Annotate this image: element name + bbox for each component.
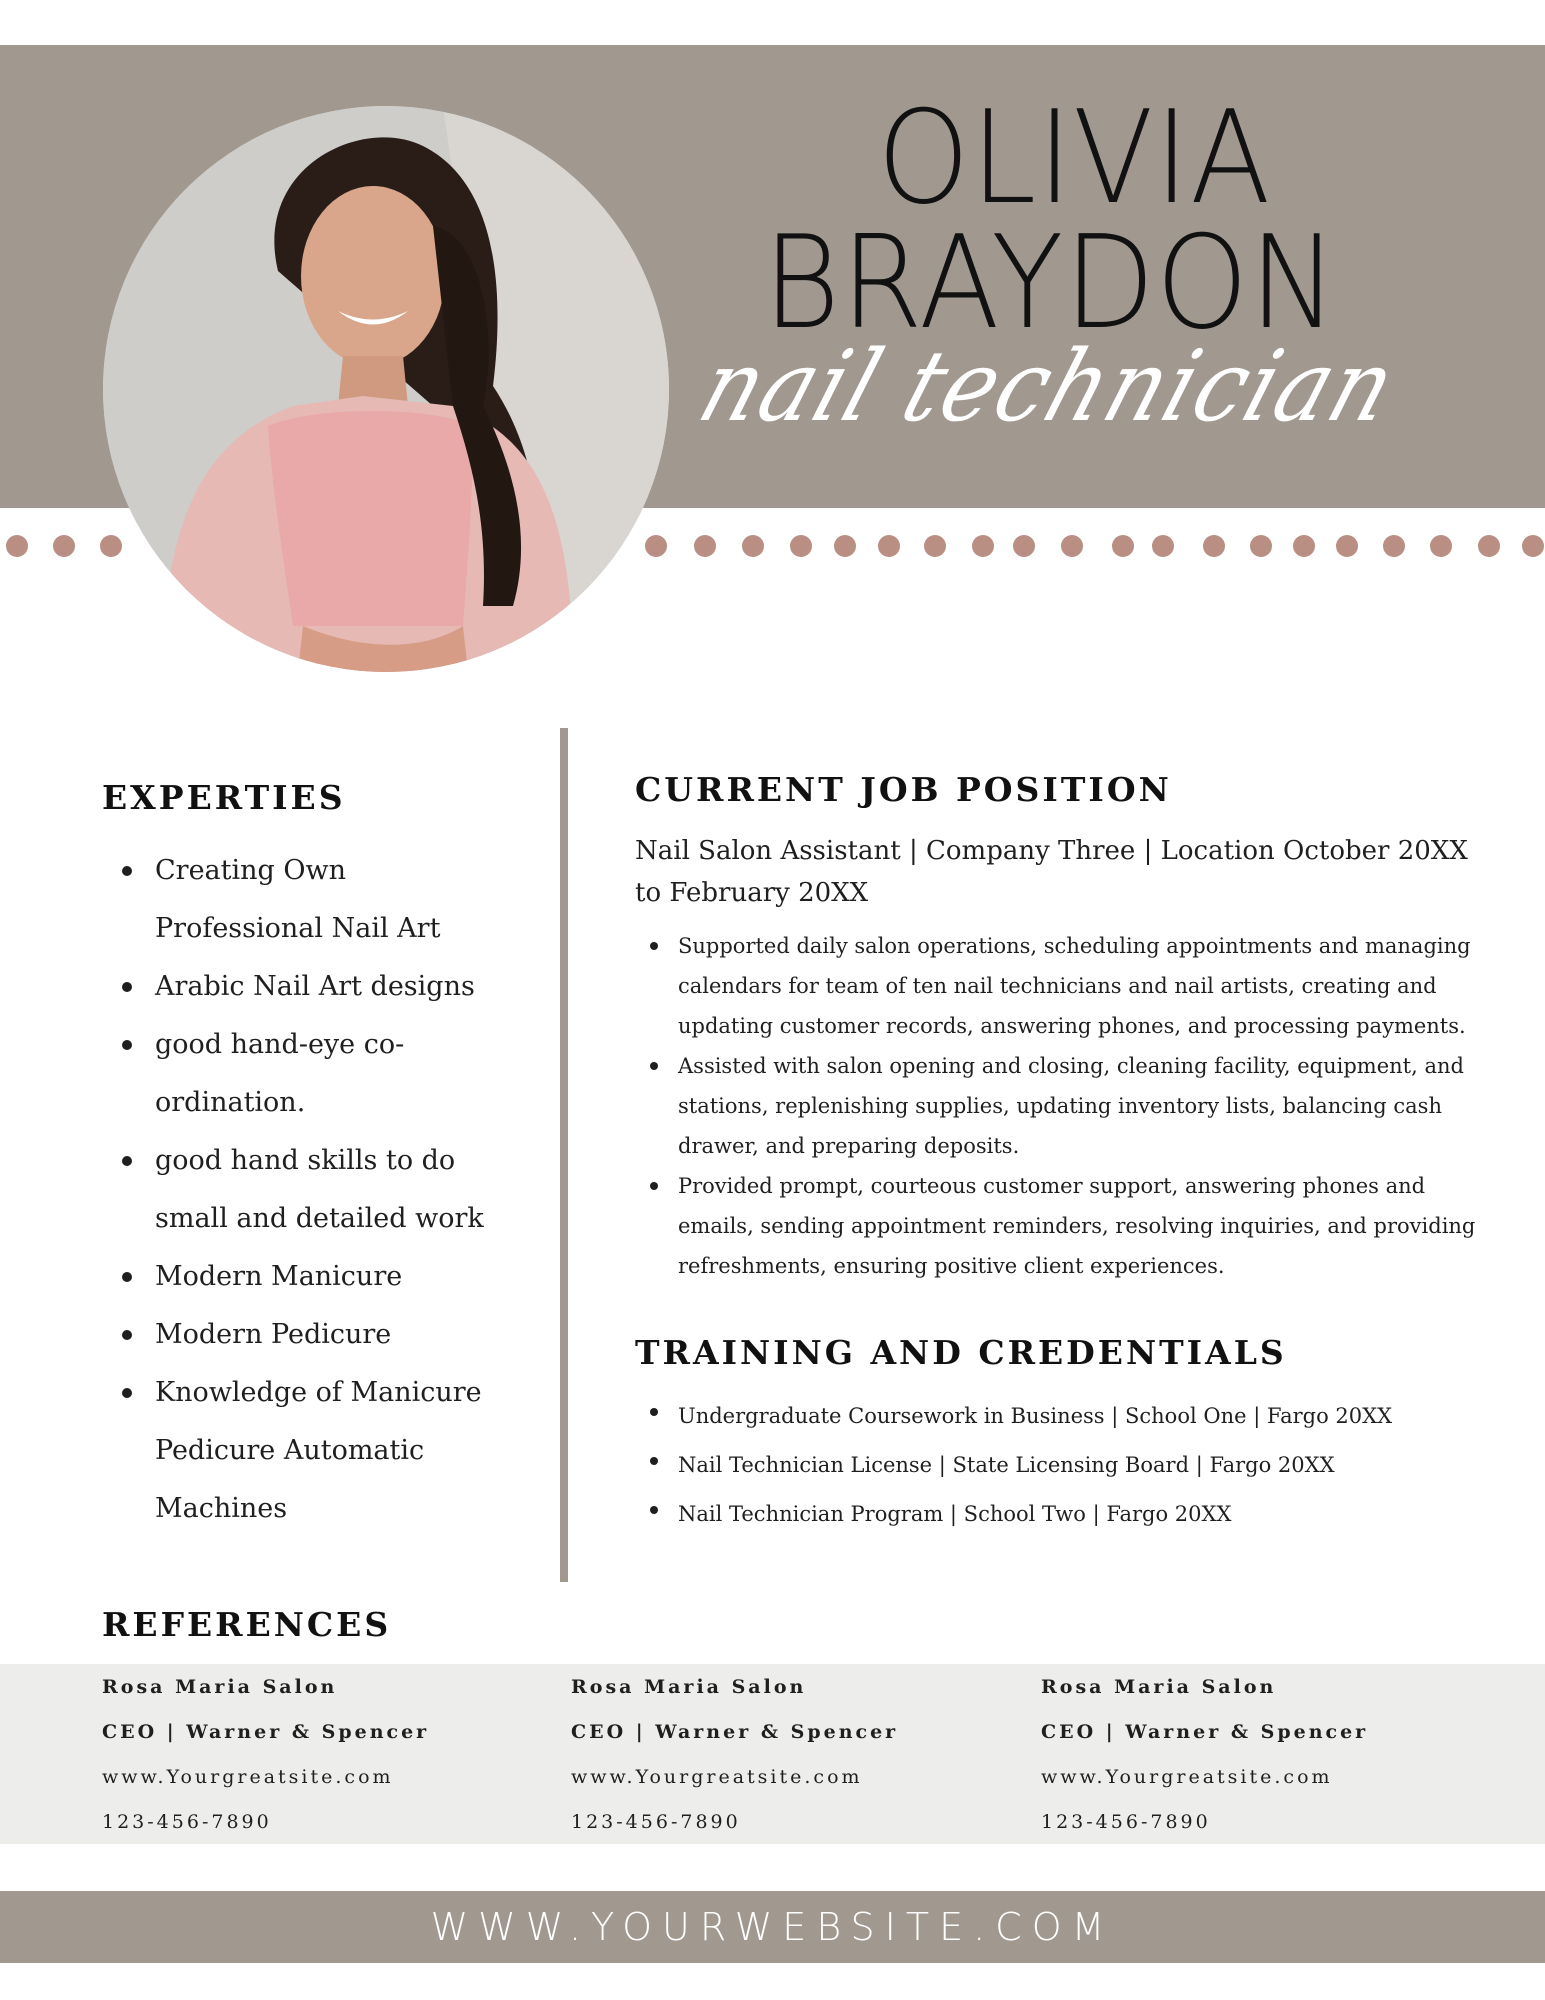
list-item: Knowledge of Manicure Pedicure Automatic Machines	[120, 1364, 520, 1538]
dot	[100, 535, 122, 557]
dot	[834, 535, 856, 557]
training-list	[650, 1392, 1480, 1539]
experties-heading: EXPERTIES	[102, 778, 346, 817]
profile-photo	[103, 106, 669, 672]
reference-website[interactable]: www.Yourgreatsite.com	[571, 1766, 863, 1788]
position-line: Nail Salon Assistant | Company Three | Location October 20XX to February 20XX	[635, 836, 1468, 908]
dot	[790, 535, 812, 557]
reference-role: CEO | Warner & Spencer	[1041, 1721, 1369, 1743]
dot	[1061, 535, 1083, 557]
dot	[924, 535, 946, 557]
list-item: Supported daily salon operations, scheduling appointments and managing calendars for team of ten nail technicians and nail artists, creating and updating customer records, answering phones, and processing payments.	[650, 926, 1480, 1046]
dot	[1336, 535, 1358, 557]
list-item: good hand skills to do small and detailed work	[120, 1132, 520, 1248]
dot	[742, 535, 764, 557]
reference-website[interactable]: www.Yourgreatsite.com	[102, 1766, 394, 1788]
dot	[53, 535, 75, 557]
dot	[972, 535, 994, 557]
dot	[1293, 535, 1315, 557]
list-item: good hand-eye co-ordination.	[120, 1016, 520, 1132]
dot	[1478, 535, 1500, 557]
footer-band	[0, 1891, 1545, 1963]
reference-phone: 123-456-7890	[1041, 1811, 1211, 1833]
reference-role: CEO | Warner & Spencer	[571, 1721, 899, 1743]
dot	[1383, 535, 1405, 557]
footer-website[interactable]: WWW.YOURWEBSITE.COM	[430, 1905, 1115, 1949]
list-item: Nail Technician License | State Licensing Board | Fargo 20XX	[650, 1441, 1480, 1490]
dot	[694, 535, 716, 557]
dot	[1522, 535, 1544, 557]
experties-list	[120, 842, 520, 1538]
dot	[1112, 535, 1134, 557]
dot	[1250, 535, 1272, 557]
reference-phone: 123-456-7890	[571, 1811, 741, 1833]
training-heading: TRAINING AND CREDENTIALS	[635, 1333, 1287, 1372]
dot	[1152, 535, 1174, 557]
reference-role: CEO | Warner & Spencer	[102, 1721, 430, 1743]
dot	[1203, 535, 1225, 557]
column-divider	[560, 728, 568, 1582]
reference-name: Rosa Maria Salon	[571, 1676, 807, 1698]
reference-card	[102, 1665, 522, 1845]
references-heading: REFERENCES	[102, 1605, 392, 1644]
reference-website[interactable]: www.Yourgreatsite.com	[1041, 1766, 1333, 1788]
list-item: Assisted with salon opening and closing, cleaning facility, equipment, and stations, replenishing supplies, updating inventory lists, balancing cash drawer, and preparing deposits.	[650, 1046, 1480, 1166]
reference-card	[1041, 1665, 1461, 1845]
list-item: Creating Own Professional Nail Art	[120, 842, 520, 958]
dot	[6, 535, 28, 557]
reference-card	[571, 1665, 991, 1845]
last-name: BRAYDON	[763, 209, 1339, 358]
dot	[878, 535, 900, 557]
first-name: OLIVIA	[877, 84, 1272, 233]
list-item: Modern Manicure	[120, 1248, 520, 1306]
dot	[1013, 535, 1035, 557]
reference-name: Rosa Maria Salon	[102, 1676, 338, 1698]
current-job-heading: CURRENT JOB POSITION	[635, 770, 1172, 809]
reference-phone: 123-456-7890	[102, 1811, 272, 1833]
list-item: Arabic Nail Art designs	[120, 958, 520, 1016]
profile-photo-illustration	[103, 106, 669, 672]
list-item: Nail Technician Program | School Two | Fargo 20XX	[650, 1490, 1480, 1539]
dot	[645, 535, 667, 557]
job-duties-list	[650, 926, 1480, 1286]
job-subtitle: nail technician	[686, 330, 1411, 444]
list-item: Provided prompt, courteous customer support, answering phones and emails, sending appointment reminders, resolving inquiries, and providing refreshments, ensuring positive client experiences.	[650, 1166, 1480, 1286]
list-item: Modern Pedicure	[120, 1306, 520, 1364]
dot	[1430, 535, 1452, 557]
reference-name: Rosa Maria Salon	[1041, 1676, 1277, 1698]
list-item: Undergraduate Coursework in Business | School One | Fargo 20XX	[650, 1392, 1480, 1441]
